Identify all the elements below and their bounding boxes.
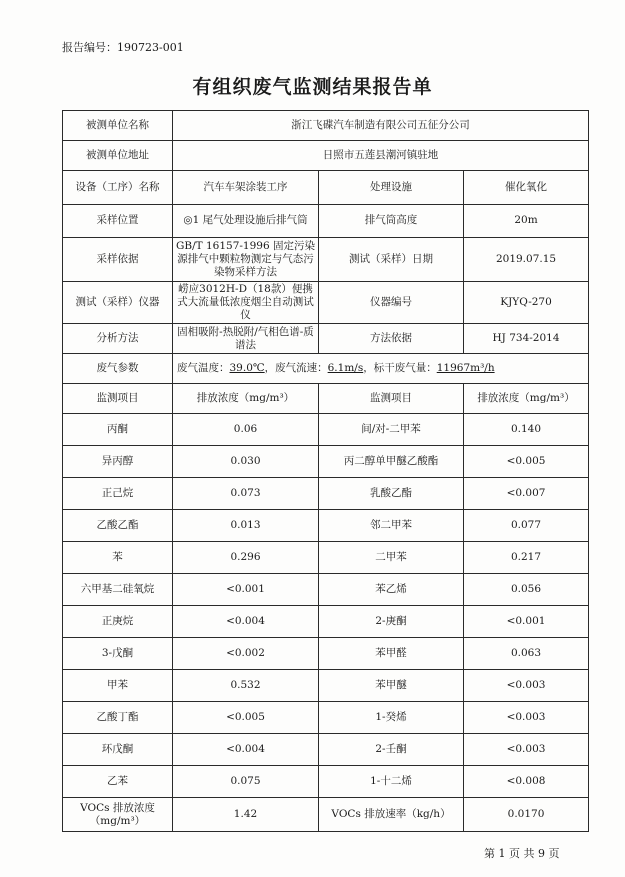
item-name: 丙酮: [63, 414, 173, 446]
item-value: 0.140: [464, 414, 589, 446]
volume-label: ，标干废气量：: [363, 362, 437, 375]
item-name: 1-癸烯: [319, 702, 464, 734]
equipment-label: 设备（工序）名称: [63, 171, 173, 205]
item-name: 正庚烷: [63, 606, 173, 638]
item-name: 苯: [63, 542, 173, 574]
vocs-rate-value: 0.0170: [464, 798, 589, 832]
sampling-basis-value: GB/T 16157-1996 固定污染源排气中颗粒物测定与气态污染物采样方法: [173, 238, 319, 282]
table-row: [63, 478, 589, 510]
item-name: 乙酸丁酯: [63, 702, 173, 734]
item-name: 邻二甲苯: [319, 510, 464, 542]
result-table: [62, 110, 589, 832]
table-row: [63, 638, 589, 670]
item-value: <0.003: [464, 670, 589, 702]
table-row: [63, 606, 589, 638]
instrument-label: 测试（采样）仪器: [63, 282, 173, 324]
table-row: [63, 766, 589, 798]
item-value: 0.06: [173, 414, 319, 446]
table-row: [63, 542, 589, 574]
item-value: <0.004: [173, 606, 319, 638]
table-row: [63, 670, 589, 702]
temp-value: 39.0℃: [229, 362, 265, 375]
test-date-label: 测试（采样）日期: [319, 238, 464, 282]
item-name: 乙苯: [63, 766, 173, 798]
stack-height-value: 20m: [464, 205, 589, 238]
item-name: 丙二醇单甲醚乙酸酯: [319, 446, 464, 478]
method-basis-label: 方法依据: [319, 324, 464, 354]
treatment-value: 催化氧化: [464, 171, 589, 205]
item-name: 二甲苯: [319, 542, 464, 574]
address-label: 被测单位地址: [63, 141, 173, 171]
header-item-1: 监测项目: [63, 384, 173, 414]
item-value: <0.007: [464, 478, 589, 510]
item-name: 苯甲醚: [319, 670, 464, 702]
table-row: [63, 734, 589, 766]
item-value: 0.063: [464, 638, 589, 670]
item-value: 0.077: [464, 510, 589, 542]
item-value: <0.005: [464, 446, 589, 478]
gas-params-label: 废气参数: [63, 354, 173, 384]
sampling-position-value: ◎1 尾气处理设施后排气筒: [173, 205, 319, 238]
analysis-method-value: 固相吸附-热脱附/气相色谱-质谱法: [173, 324, 319, 354]
item-value: <0.005: [173, 702, 319, 734]
item-value: <0.003: [464, 734, 589, 766]
item-name: 六甲基二硅氧烷: [63, 574, 173, 606]
vocs-conc-label: VOCs 排放浓度（mg/m³）: [63, 798, 173, 832]
item-name: 正己烷: [63, 478, 173, 510]
table-row: [63, 414, 589, 446]
sampling-position-label: 采样位置: [63, 205, 173, 238]
item-name: 1-十二烯: [319, 766, 464, 798]
item-value: <0.008: [464, 766, 589, 798]
item-value: <0.002: [173, 638, 319, 670]
item-name: 乙酸乙酯: [63, 510, 173, 542]
item-name: 3-戊酮: [63, 638, 173, 670]
item-value: 0.030: [173, 446, 319, 478]
item-value: 0.013: [173, 510, 319, 542]
item-value: 0.532: [173, 670, 319, 702]
flow-value: 6.1m/s: [327, 362, 364, 375]
item-value: 0.075: [173, 766, 319, 798]
instrument-value: 崂应3012H-D（18款）便携式大流量低浓度烟尘自动测试仪: [173, 282, 319, 324]
test-date-value: 2019.07.15: [464, 238, 589, 282]
instrument-no-value: KJYQ-270: [464, 282, 589, 324]
treatment-label: 处理设施: [319, 171, 464, 205]
item-value: 0.217: [464, 542, 589, 574]
report-number: 报告编号：190723-001: [62, 41, 184, 54]
item-name: 环戊酮: [63, 734, 173, 766]
table-row: [63, 702, 589, 734]
header-conc-2: 排放浓度（mg/m³）: [464, 384, 589, 414]
sampling-basis-label: 采样依据: [63, 238, 173, 282]
item-value: <0.001: [173, 574, 319, 606]
volume-value: 11967m³/h: [436, 362, 495, 375]
table-row: [63, 446, 589, 478]
item-name: 乳酸乙酯: [319, 478, 464, 510]
table-row: [63, 574, 589, 606]
gas-params-value: [173, 354, 589, 384]
item-value: 0.073: [173, 478, 319, 510]
item-value: 0.056: [464, 574, 589, 606]
data-rows: [63, 414, 589, 798]
method-basis-value: HJ 734-2014: [464, 324, 589, 354]
header-item-2: 监测项目: [319, 384, 464, 414]
stack-height-label: 排气筒高度: [319, 205, 464, 238]
item-value: <0.004: [173, 734, 319, 766]
page-footer: 第 1 页 共 9 页: [484, 847, 560, 860]
item-name: 苯甲醛: [319, 638, 464, 670]
item-name: 苯乙烯: [319, 574, 464, 606]
item-value: <0.001: [464, 606, 589, 638]
item-name: 间/对-二甲苯: [319, 414, 464, 446]
equipment-value: 汽车车架涂装工序: [173, 171, 319, 205]
header-conc-1: 排放浓度（mg/m³）: [173, 384, 319, 414]
temp-label: 废气温度：: [177, 362, 230, 375]
item-value: <0.003: [464, 702, 589, 734]
table-row: [63, 510, 589, 542]
item-name: 甲苯: [63, 670, 173, 702]
item-name: 2-庚酮: [319, 606, 464, 638]
instrument-no-label: 仪器编号: [319, 282, 464, 324]
flow-label: ，废气流速：: [264, 362, 328, 375]
item-name: 异丙醇: [63, 446, 173, 478]
item-name: 2-壬酮: [319, 734, 464, 766]
vocs-conc-value: 1.42: [173, 798, 319, 832]
unit-label: 被测单位名称: [63, 111, 173, 141]
item-value: 0.296: [173, 542, 319, 574]
vocs-rate-label: VOCs 排放速率（kg/h）: [319, 798, 464, 832]
analysis-method-label: 分析方法: [63, 324, 173, 354]
address-value: 日照市五莲县潮河镇驻地: [173, 141, 589, 171]
unit-value: 浙江飞碟汽车制造有限公司五征分公司: [173, 111, 589, 141]
page-title: 有组织废气监测结果报告单: [192, 76, 433, 98]
